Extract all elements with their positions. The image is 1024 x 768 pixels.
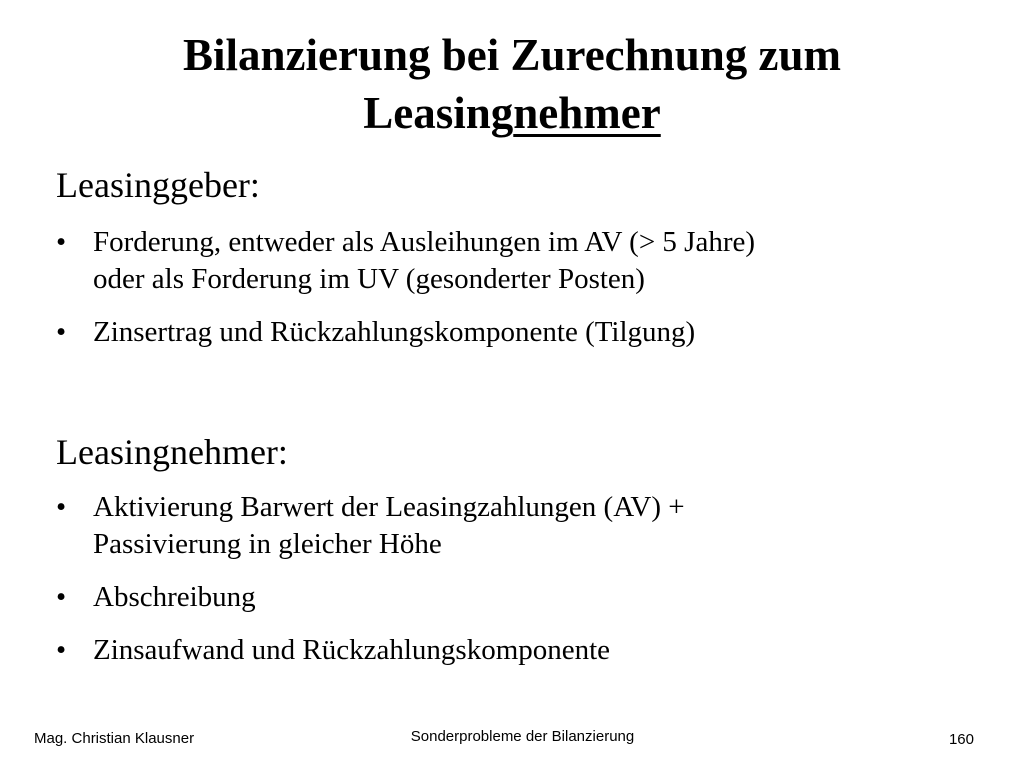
list-item	[56, 224, 986, 298]
title-line-2	[0, 84, 1024, 142]
title-line-1: Bilanzierung bei Zurechnung zum	[182, 30, 841, 80]
bullet-list-leasinggeber	[56, 224, 986, 367]
bullet-icon: •	[56, 316, 67, 348]
section-heading-leasingnehmer: Leasingnehmer:	[56, 432, 288, 472]
bullet-icon: •	[56, 226, 67, 258]
title-line-2-plain: Leasing	[363, 88, 514, 138]
footer-topic: Sonderprobleme der Bilanzierung	[410, 728, 635, 745]
bullet-icon: •	[56, 581, 67, 613]
list-item	[56, 314, 986, 351]
footer-page-number: 160	[948, 731, 974, 748]
bullet-text-line: Passivierung in gleicher Höhe	[93, 528, 442, 560]
list-item	[56, 579, 986, 616]
section-heading-leasinggeber: Leasinggeber:	[56, 165, 260, 205]
title-line-2-underlined: nehmer	[513, 88, 661, 138]
bullet-text-line: Abschreibung	[93, 581, 256, 613]
bullet-text-line: Zinsertrag und Rückzahlungskomponente (Tilgung)	[93, 316, 696, 348]
bullet-icon: •	[56, 491, 67, 523]
list-item	[56, 632, 986, 669]
footer-author: Mag. Christian Klausner	[34, 730, 195, 747]
bullet-text-line: Aktivierung Barwert der Leasingzahlungen (AV) +	[93, 491, 685, 523]
bullet-text-line: Forderung, entweder als Ausleihungen im AV (> 5 Jahre)	[93, 226, 756, 258]
bullet-icon: •	[56, 634, 67, 666]
list-item	[56, 489, 986, 563]
bullet-text-line: oder als Forderung im UV (gesonderter Posten)	[93, 263, 645, 295]
bullet-text-line: Zinsaufwand und Rückzahlungskomponente	[93, 634, 611, 666]
bullet-list-leasingnehmer	[56, 489, 986, 685]
slide-title	[0, 26, 1024, 142]
